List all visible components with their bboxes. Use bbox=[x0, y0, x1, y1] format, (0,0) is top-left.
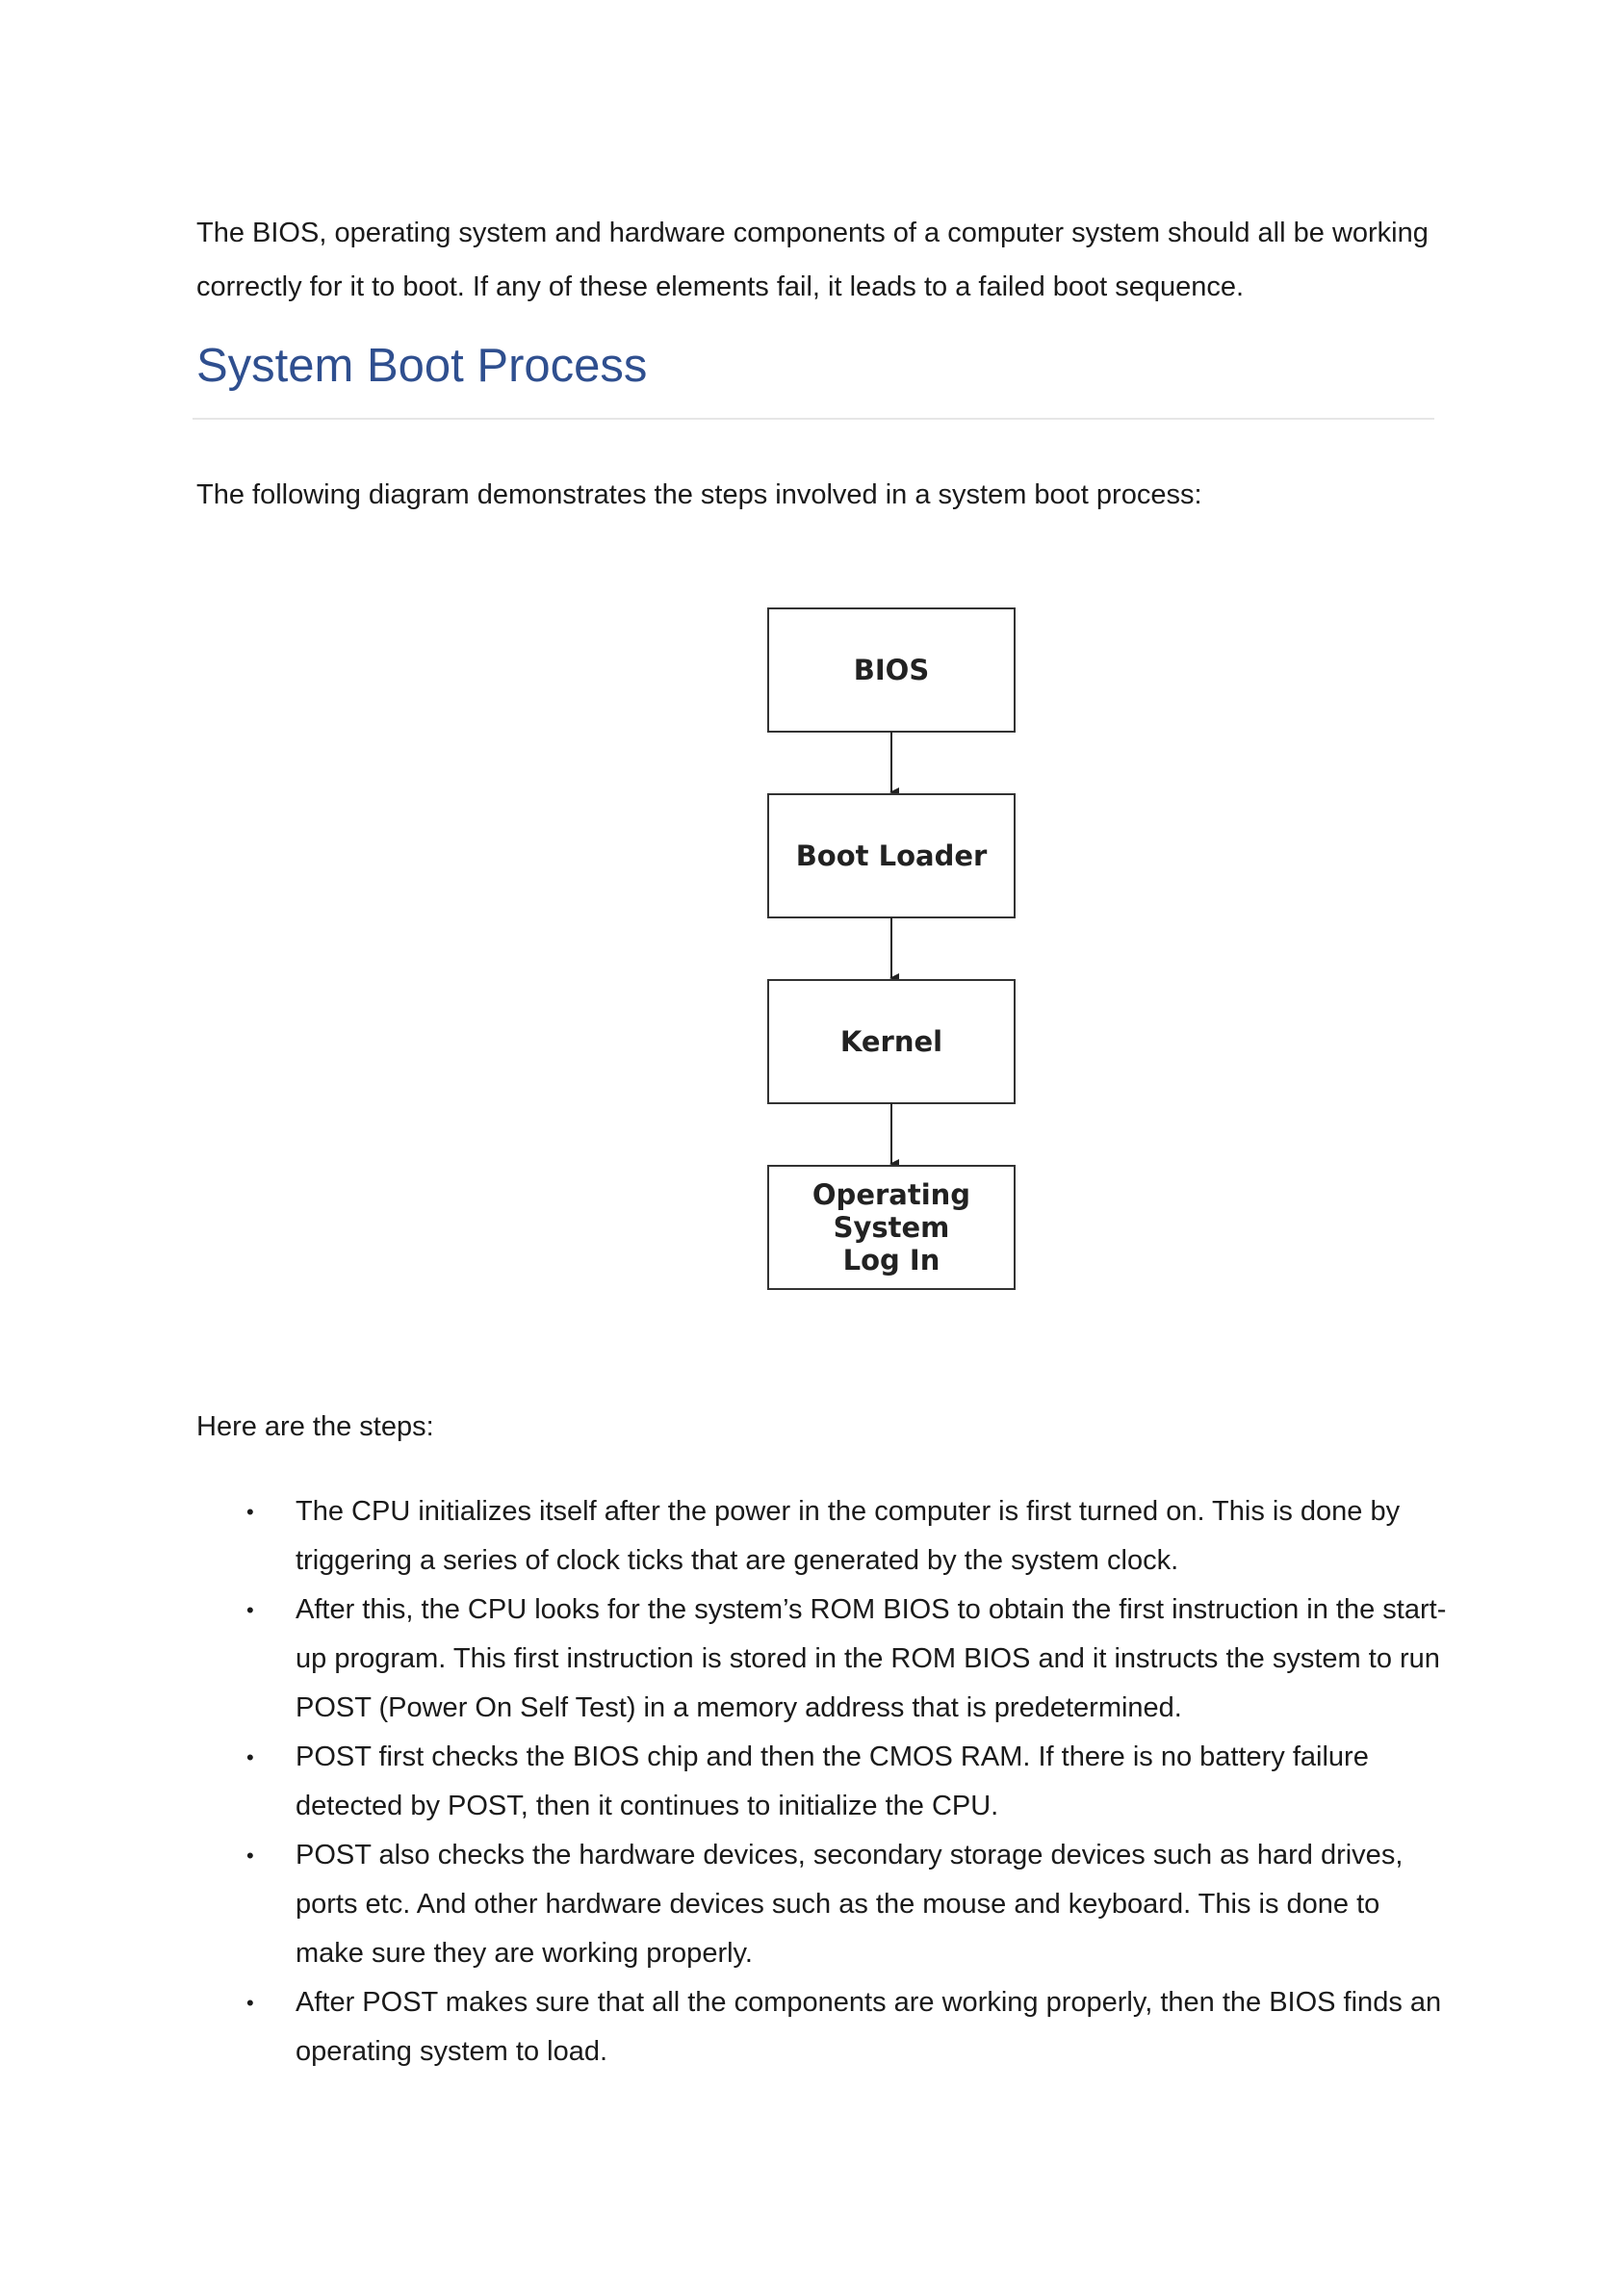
flowchart-label: Log In bbox=[842, 1244, 940, 1277]
step-text: POST also checks the hardware devices, secondary storage devices such as hard drives, ports etc. And other hardware devices such as the mouse and keyboard. This is done to make sure they are working properly. bbox=[296, 1840, 1404, 1969]
bullet-icon: • bbox=[246, 1991, 254, 2015]
steps-intro-paragraph: Here are the steps: bbox=[196, 1411, 434, 1442]
step-list-item bbox=[196, 1586, 1448, 1733]
steps-list bbox=[196, 1487, 1448, 2077]
flowchart-node bbox=[768, 980, 1015, 1103]
heading-divider bbox=[193, 418, 1434, 420]
diagram-intro-paragraph: The following diagram demonstrates the steps involved in a system boot process: bbox=[196, 479, 1202, 510]
section-heading: System Boot Process bbox=[196, 340, 648, 392]
step-list-item bbox=[196, 1978, 1448, 2077]
bullet-icon: • bbox=[246, 1598, 254, 1622]
flowchart-label: BIOS bbox=[853, 654, 930, 686]
flowchart-label: Operating bbox=[812, 1178, 971, 1211]
step-text: POST first checks the BIOS chip and then the CMOS RAM. If there is no battery failure detected by POST, then it continues to initialize the CPU. bbox=[296, 1741, 1369, 1821]
flowchart-label: System bbox=[833, 1211, 950, 1244]
bullet-icon: • bbox=[246, 1745, 254, 1769]
step-list-item bbox=[196, 1831, 1448, 1978]
step-list-item bbox=[196, 1733, 1448, 1831]
boot-process-flowchart bbox=[751, 597, 1040, 1309]
flowchart-label: Boot Loader bbox=[795, 839, 988, 872]
flowchart-node bbox=[768, 608, 1015, 732]
flowchart-label: Kernel bbox=[839, 1025, 943, 1058]
flowchart-node bbox=[768, 1166, 1015, 1289]
bullet-icon: • bbox=[246, 1500, 254, 1524]
flowchart-node bbox=[768, 794, 1015, 917]
step-text: After POST makes sure that all the components are working properly, then the BIOS finds an operating system to load. bbox=[296, 1987, 1442, 2067]
step-list-item bbox=[196, 1487, 1448, 1586]
intro-paragraph: The BIOS, operating system and hardware components of a computer system should all be working correctly for it to boot. If any of these elements fail, it leads to a failed boot sequence. bbox=[196, 218, 1429, 302]
step-text: The CPU initializes itself after the power in the computer is first turned on. This is done by triggering a series of clock ticks that are generated by the system clock. bbox=[296, 1496, 1401, 1576]
bullet-icon: • bbox=[246, 1844, 254, 1868]
step-text: After this, the CPU looks for the system’s ROM BIOS to obtain the first instruction in the start-up program. This first instruction is stored in the ROM BIOS and it instructs the system to run POST (Power On Self Test) in a memory address that is predetermined. bbox=[296, 1594, 1447, 1723]
